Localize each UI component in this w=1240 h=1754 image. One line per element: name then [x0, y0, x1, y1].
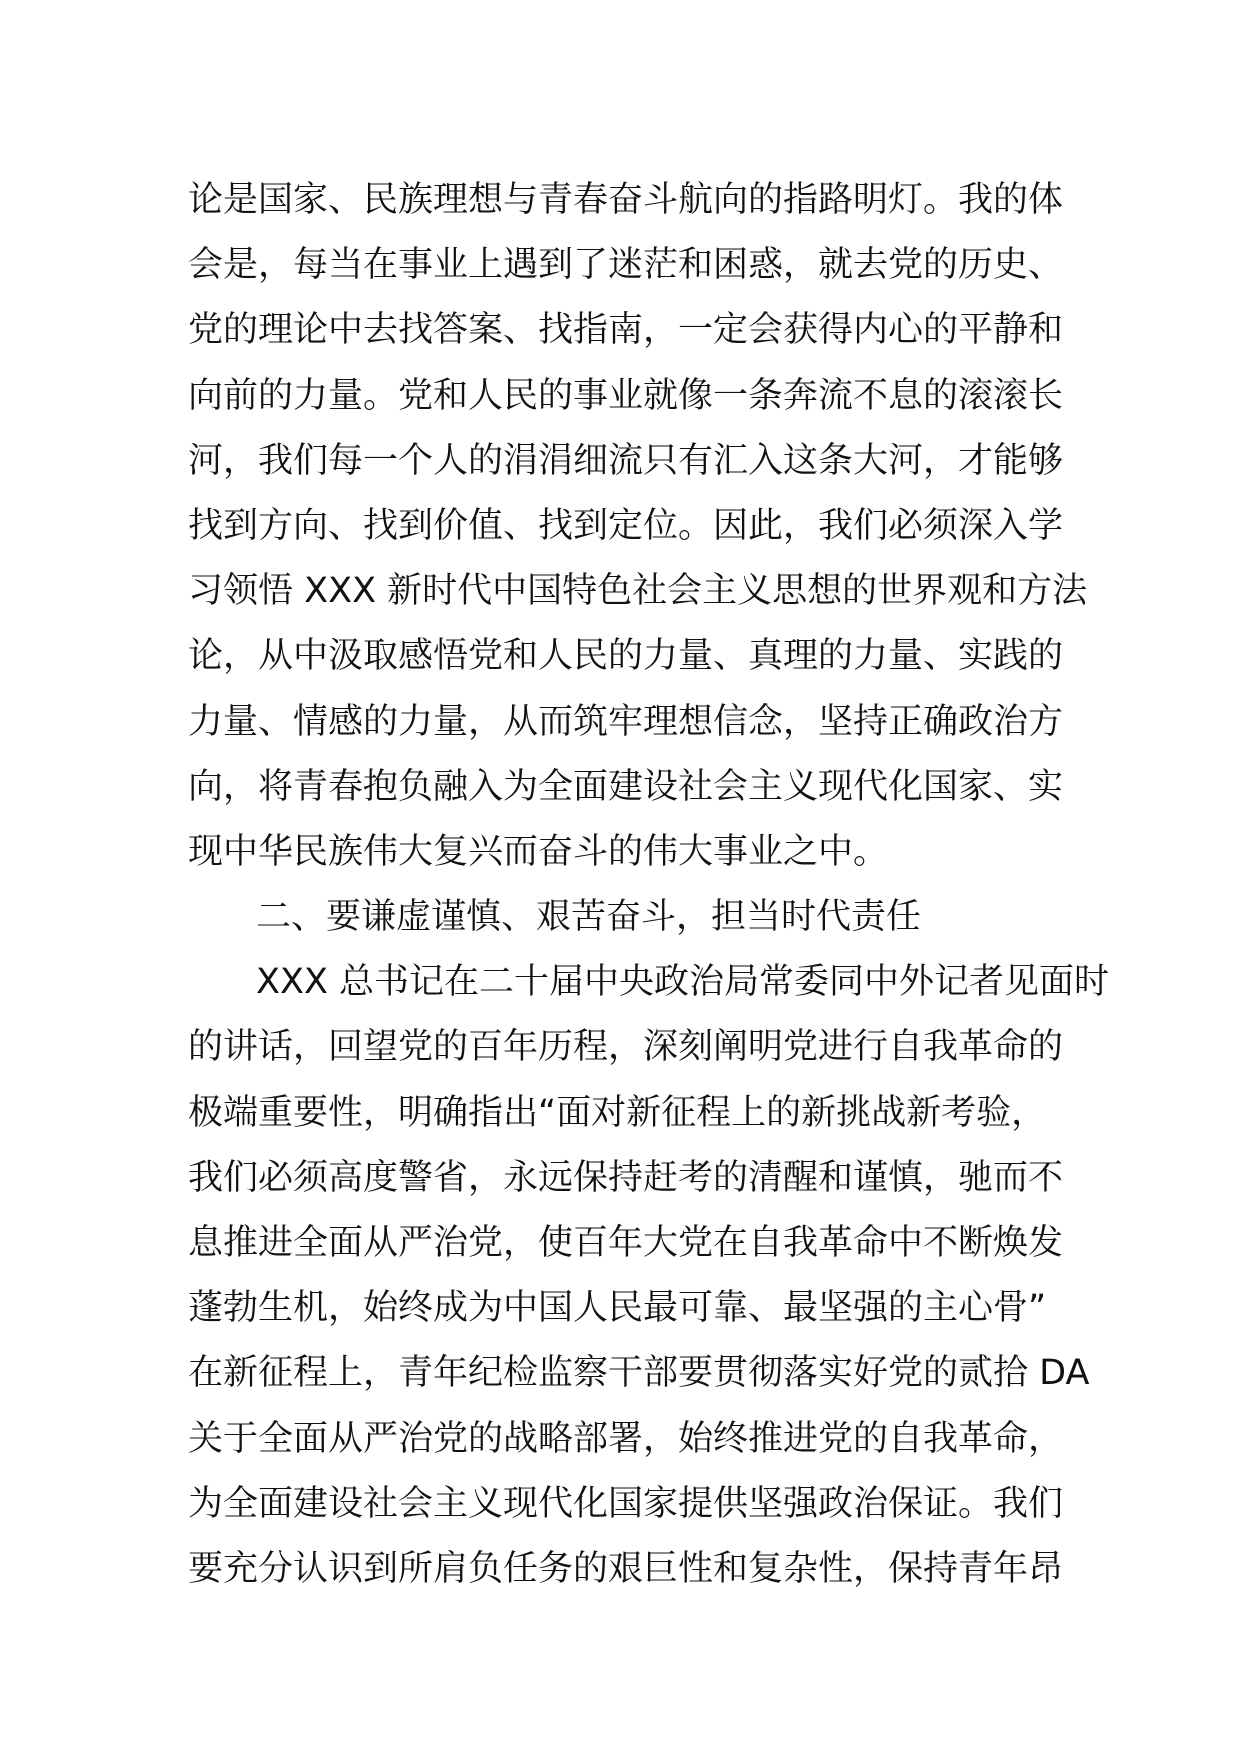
paragraph-line: 论是国家、民族理想与青春奋斗航向的指路明灯。我的体 [188, 180, 1064, 220]
paragraph-line: 向，将青春抱负融入为全面建设社会主义现代化国家、实 [188, 766, 1064, 807]
paragraph-line: 息推进全面从严治党，使百年大党在自我革命中不断焕发 [188, 1223, 1064, 1263]
body-text [188, 168, 1110, 1602]
paragraph-line: 为全面建设社会主义现代化国家提供坚强政治保证。我们 [188, 1483, 1064, 1524]
paragraph-line: XXX 总书记在二十届中央政治局常委同中外记者见面时 [256, 962, 1110, 1003]
paragraph-line: 习领悟 XXX 新时代中国特色社会主义思想的世界观和方法 [188, 571, 1088, 612]
paragraph-line: 河，我们每一个人的涓涓细流只有汇入这条大河，才能够 [188, 440, 1064, 481]
paragraph-line: 蓬勃生机，始终成为中国人民最可靠、最坚强的主心骨” [188, 1288, 1047, 1329]
paragraph-line: 力量、情感的力量，从而筑牢理想信念，坚持正确政治方 [188, 701, 1064, 742]
paragraph-line: 党的理论中去找答案、找指南，一定会获得内心的平静和 [188, 310, 1064, 351]
paragraph-line: 要充分认识到所肩负任务的艰巨性和复杂性，保持青年昂 [188, 1548, 1064, 1589]
paragraph-line: 极端重要性，明确指出“面对新征程上的新挑战新考验， [188, 1092, 1047, 1133]
paragraph-line: 会是，每当在事业上遇到了迷茫和困惑，就去党的历史、 [188, 245, 1064, 286]
paragraph-line: 的讲话，回望党的百年历程，深刻阐明党进行自我革命的 [188, 1027, 1064, 1068]
paragraph-line: 论，从中汲取感悟党和人民的力量、真理的力量、实践的 [188, 636, 1064, 677]
paragraph-line: 在新征程上，青年纪检监察干部要贯彻落实好党的贰拾 DA [188, 1353, 1090, 1394]
paragraph-line: 找到方向、找到价值、找到定位。因此，我们必须深入学 [188, 505, 1064, 546]
section-heading: 二、要谦虚谨慎、艰苦奋斗，担当时代责任 [256, 897, 922, 938]
paragraph-line: 向前的力量。党和人民的事业就像一条奔流不息的滚滚长 [188, 375, 1064, 416]
paragraph-line: 关于全面从严治党的战略部署，始终推进党的自我革命， [188, 1418, 1064, 1459]
paragraph-line: 现中华民族伟大复兴而奋斗的伟大事业之中。 [188, 831, 889, 872]
paragraph-line: 我们必须高度警省，永远保持赶考的清醒和谨慎，驰而不 [188, 1157, 1064, 1198]
